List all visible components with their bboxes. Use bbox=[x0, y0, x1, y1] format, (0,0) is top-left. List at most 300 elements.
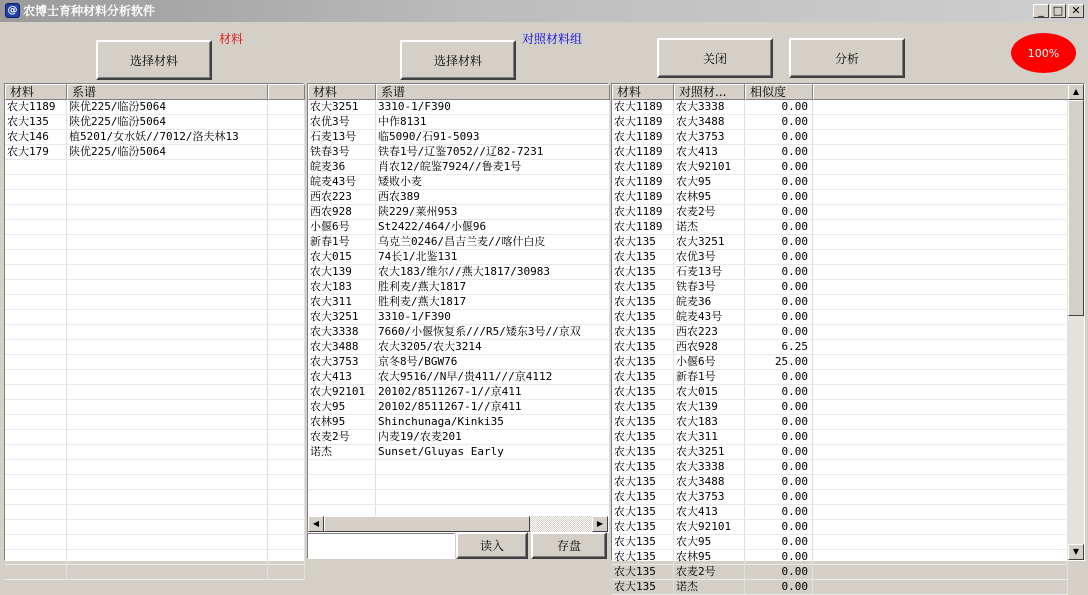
table-cell: 0.00 bbox=[745, 325, 813, 339]
table-row[interactable] bbox=[308, 370, 610, 385]
table-row[interactable] bbox=[308, 265, 610, 280]
table-cell bbox=[813, 280, 1068, 294]
table-row[interactable] bbox=[612, 175, 1068, 190]
table-row[interactable] bbox=[5, 100, 305, 115]
empty-row[interactable] bbox=[5, 550, 305, 565]
table-cell bbox=[813, 385, 1068, 399]
empty-row[interactable] bbox=[5, 355, 305, 370]
table-cell bbox=[268, 460, 305, 474]
table-cell: 0.00 bbox=[745, 205, 813, 219]
select-compare-material-button[interactable]: 选择材料 bbox=[400, 40, 516, 80]
table-cell bbox=[268, 475, 305, 489]
similarity-grid-body bbox=[612, 100, 1068, 595]
table-cell: 农麦2号 bbox=[308, 430, 376, 444]
table-cell: 植5201/女水妖//7012/洛夫林13 bbox=[67, 130, 268, 144]
table-row[interactable] bbox=[308, 205, 610, 220]
column-header-material[interactable]: 材料 bbox=[308, 84, 376, 100]
table-cell: 内麦19/农麦201 bbox=[376, 430, 610, 444]
table-cell: 农优3号 bbox=[308, 115, 376, 129]
table-cell: 0.00 bbox=[745, 430, 813, 444]
empty-row[interactable] bbox=[308, 475, 610, 490]
table-cell: 74长1/北鉴131 bbox=[376, 250, 610, 264]
table-cell: 农大3205/农大3214 bbox=[376, 340, 610, 354]
table-cell: 小偃6号 bbox=[308, 220, 376, 234]
select-material-button[interactable]: 选择材料 bbox=[96, 40, 212, 80]
table-cell bbox=[268, 505, 305, 519]
empty-row[interactable] bbox=[5, 310, 305, 325]
read-button[interactable]: 读入 bbox=[456, 532, 528, 559]
table-cell bbox=[67, 370, 268, 384]
table-cell: 农麦2号 bbox=[674, 205, 745, 219]
table-row[interactable] bbox=[612, 490, 1068, 505]
table-cell bbox=[268, 565, 305, 579]
table-cell bbox=[268, 250, 305, 264]
table-row[interactable] bbox=[5, 145, 305, 160]
table-cell: 0.00 bbox=[745, 445, 813, 459]
table-cell: 农林95 bbox=[674, 190, 745, 204]
table-cell: 胜利麦/燕大1817 bbox=[376, 280, 610, 294]
empty-row[interactable] bbox=[5, 505, 305, 520]
empty-row[interactable] bbox=[5, 175, 305, 190]
table-cell bbox=[268, 430, 305, 444]
table-cell bbox=[813, 475, 1068, 489]
empty-row[interactable] bbox=[5, 535, 305, 550]
table-row[interactable] bbox=[308, 325, 610, 340]
empty-row[interactable] bbox=[5, 565, 305, 580]
empty-row[interactable] bbox=[5, 385, 305, 400]
table-row[interactable] bbox=[308, 355, 610, 370]
table-cell bbox=[268, 340, 305, 354]
table-cell: 农大413 bbox=[674, 145, 745, 159]
table-row[interactable] bbox=[612, 385, 1068, 400]
table-row[interactable] bbox=[612, 565, 1068, 580]
table-row[interactable] bbox=[5, 115, 305, 130]
table-cell: 0.00 bbox=[745, 115, 813, 129]
table-row[interactable] bbox=[308, 340, 610, 355]
table-cell: 农大3338 bbox=[674, 100, 745, 114]
table-cell: 0.00 bbox=[745, 175, 813, 189]
table-row[interactable] bbox=[612, 220, 1068, 235]
table-row[interactable] bbox=[612, 160, 1068, 175]
table-row[interactable] bbox=[612, 235, 1068, 250]
table-cell: 农大135 bbox=[612, 280, 674, 294]
empty-row[interactable] bbox=[5, 250, 305, 265]
table-cell: 皖麦43号 bbox=[308, 175, 376, 189]
table-row[interactable] bbox=[612, 115, 1068, 130]
table-cell bbox=[813, 565, 1068, 579]
file-name-input[interactable] bbox=[307, 533, 455, 559]
table-cell: 农大95 bbox=[674, 535, 745, 549]
table-row[interactable] bbox=[612, 580, 1068, 595]
table-row[interactable] bbox=[612, 430, 1068, 445]
column-header-spacer bbox=[813, 84, 1069, 100]
table-cell bbox=[268, 295, 305, 309]
column-header-compare-material[interactable]: 对照材... bbox=[674, 84, 745, 100]
table-row[interactable] bbox=[308, 130, 610, 145]
table-cell: 农大135 bbox=[612, 580, 674, 594]
close-window-button[interactable]: ✕ bbox=[1068, 4, 1084, 18]
table-row[interactable] bbox=[612, 505, 1068, 520]
table-cell: 0.00 bbox=[745, 145, 813, 159]
table-cell: 农优3号 bbox=[674, 250, 745, 264]
table-cell bbox=[813, 265, 1068, 279]
scroll-left-icon[interactable]: ◀ bbox=[308, 516, 324, 532]
empty-row[interactable] bbox=[5, 475, 305, 490]
table-cell bbox=[5, 160, 67, 174]
table-cell: 诺杰 bbox=[674, 220, 745, 234]
table-cell: 农大95 bbox=[674, 175, 745, 189]
table-row[interactable] bbox=[612, 340, 1068, 355]
table-row[interactable] bbox=[308, 100, 610, 115]
table-row[interactable] bbox=[308, 190, 610, 205]
table-cell: 农大413 bbox=[308, 370, 376, 384]
empty-row[interactable] bbox=[5, 370, 305, 385]
empty-row[interactable] bbox=[308, 490, 610, 505]
maximize-button[interactable]: □ bbox=[1050, 4, 1066, 18]
table-cell: 6.25 bbox=[745, 340, 813, 354]
table-cell bbox=[813, 205, 1068, 219]
table-row[interactable] bbox=[612, 310, 1068, 325]
table-cell bbox=[813, 445, 1068, 459]
table-cell: 铁春1号/辽鉴7052//辽82-7231 bbox=[376, 145, 610, 159]
table-cell: 农大183 bbox=[308, 280, 376, 294]
table-cell: 石麦13号 bbox=[308, 130, 376, 144]
table-cell: 农大135 bbox=[612, 235, 674, 249]
table-row[interactable] bbox=[612, 550, 1068, 565]
table-row[interactable] bbox=[612, 520, 1068, 535]
analyze-button[interactable]: 分析 bbox=[789, 38, 905, 78]
empty-row[interactable] bbox=[5, 220, 305, 235]
table-cell: 陕优225/临汾5064 bbox=[67, 115, 268, 129]
table-row[interactable] bbox=[308, 280, 610, 295]
table-cell bbox=[376, 490, 610, 504]
compare-material-grid[interactable] bbox=[307, 83, 609, 533]
table-cell: 铁春3号 bbox=[308, 145, 376, 159]
table-cell: 0.00 bbox=[745, 160, 813, 174]
table-cell bbox=[67, 550, 268, 564]
table-cell bbox=[5, 505, 67, 519]
table-row[interactable] bbox=[612, 400, 1068, 415]
table-cell bbox=[67, 490, 268, 504]
column-header-material[interactable]: 材料 bbox=[5, 84, 67, 100]
table-cell bbox=[268, 145, 305, 159]
table-cell bbox=[813, 310, 1068, 324]
table-cell: 农大135 bbox=[612, 250, 674, 264]
save-button[interactable]: 存盘 bbox=[531, 532, 607, 559]
table-cell: 农大135 bbox=[612, 535, 674, 549]
table-cell: 农大92101 bbox=[674, 520, 745, 534]
empty-row[interactable] bbox=[5, 280, 305, 295]
table-row[interactable] bbox=[612, 415, 1068, 430]
empty-row[interactable] bbox=[5, 460, 305, 475]
table-row[interactable] bbox=[308, 385, 610, 400]
table-cell bbox=[268, 205, 305, 219]
table-cell: 铁春3号 bbox=[674, 280, 745, 294]
table-cell bbox=[5, 280, 67, 294]
table-cell bbox=[5, 325, 67, 339]
table-row[interactable] bbox=[612, 130, 1068, 145]
table-cell bbox=[67, 445, 268, 459]
table-cell bbox=[67, 160, 268, 174]
table-cell: 农大135 bbox=[612, 430, 674, 444]
table-cell bbox=[813, 535, 1068, 549]
table-row[interactable] bbox=[308, 250, 610, 265]
table-row[interactable] bbox=[612, 280, 1068, 295]
table-cell: 新春1号 bbox=[674, 370, 745, 384]
table-row[interactable] bbox=[308, 145, 610, 160]
table-row[interactable] bbox=[308, 160, 610, 175]
empty-row[interactable] bbox=[5, 265, 305, 280]
table-row[interactable] bbox=[612, 295, 1068, 310]
table-cell bbox=[813, 100, 1068, 114]
table-cell bbox=[813, 160, 1068, 174]
table-cell: 农大3753 bbox=[674, 490, 745, 504]
window-title: 农博士育种材料分析软件 bbox=[23, 4, 156, 18]
table-cell: 农大139 bbox=[308, 265, 376, 279]
table-cell: 陕229/莱州953 bbox=[376, 205, 610, 219]
table-cell bbox=[813, 505, 1068, 519]
table-cell: 皖麦36 bbox=[308, 160, 376, 174]
table-cell: 陕优225/临汾5064 bbox=[67, 145, 268, 159]
scroll-right-icon[interactable]: ▶ bbox=[592, 516, 608, 532]
table-cell bbox=[813, 325, 1068, 339]
column-header-material[interactable]: 材料 bbox=[612, 84, 674, 100]
column-header-spacer bbox=[268, 84, 305, 100]
table-cell bbox=[5, 460, 67, 474]
table-cell bbox=[5, 445, 67, 459]
table-row[interactable] bbox=[612, 250, 1068, 265]
table-cell bbox=[5, 400, 67, 414]
table-cell bbox=[813, 115, 1068, 129]
table-cell: 0.00 bbox=[745, 250, 813, 264]
table-cell: 0.00 bbox=[745, 310, 813, 324]
table-cell bbox=[813, 460, 1068, 474]
table-row[interactable] bbox=[612, 190, 1068, 205]
empty-row[interactable] bbox=[5, 415, 305, 430]
table-cell bbox=[813, 415, 1068, 429]
table-cell: 农大413 bbox=[674, 505, 745, 519]
table-row[interactable] bbox=[308, 310, 610, 325]
table-row[interactable] bbox=[308, 115, 610, 130]
table-row[interactable] bbox=[612, 355, 1068, 370]
table-cell bbox=[67, 565, 268, 579]
table-row[interactable] bbox=[612, 145, 1068, 160]
app-at-icon: @ bbox=[5, 3, 20, 18]
table-cell bbox=[268, 325, 305, 339]
table-cell bbox=[67, 175, 268, 189]
table-cell bbox=[5, 235, 67, 249]
compare-grid-body bbox=[308, 100, 610, 520]
table-row[interactable] bbox=[612, 370, 1068, 385]
table-row[interactable] bbox=[308, 220, 610, 235]
column-header-similarity[interactable]: 相似度 bbox=[745, 84, 813, 100]
table-cell bbox=[5, 295, 67, 309]
table-cell bbox=[5, 475, 67, 489]
table-row[interactable] bbox=[612, 460, 1068, 475]
empty-row[interactable] bbox=[5, 445, 305, 460]
table-cell: 20102/8511267-1//京411 bbox=[376, 385, 610, 399]
table-cell: 农大135 bbox=[612, 385, 674, 399]
table-cell bbox=[67, 325, 268, 339]
empty-row[interactable] bbox=[5, 235, 305, 250]
table-cell bbox=[268, 280, 305, 294]
table-cell: 农大1189 bbox=[612, 100, 674, 114]
table-cell bbox=[67, 535, 268, 549]
table-row[interactable] bbox=[5, 130, 305, 145]
table-row[interactable] bbox=[308, 235, 610, 250]
empty-row[interactable] bbox=[5, 325, 305, 340]
table-cell bbox=[813, 550, 1068, 564]
material-grid[interactable] bbox=[4, 83, 304, 561]
table-cell bbox=[813, 520, 1068, 534]
table-cell: 农大135 bbox=[612, 490, 674, 504]
table-cell bbox=[67, 385, 268, 399]
table-cell bbox=[268, 355, 305, 369]
table-cell: 诺杰 bbox=[674, 580, 745, 594]
table-cell bbox=[268, 265, 305, 279]
table-cell: 0.00 bbox=[745, 505, 813, 519]
table-cell bbox=[813, 250, 1068, 264]
table-cell: 临5090/石91-5093 bbox=[376, 130, 610, 144]
table-cell: 农大92101 bbox=[308, 385, 376, 399]
table-cell bbox=[67, 190, 268, 204]
similarity-grid[interactable] bbox=[611, 83, 1085, 593]
table-cell: 农大015 bbox=[308, 250, 376, 264]
table-cell: 农大311 bbox=[674, 430, 745, 444]
table-cell bbox=[5, 265, 67, 279]
minimize-button[interactable]: _ bbox=[1033, 4, 1049, 18]
table-cell bbox=[67, 460, 268, 474]
table-row[interactable] bbox=[612, 100, 1068, 115]
table-cell: 胜利麦/燕大1817 bbox=[376, 295, 610, 309]
table-row[interactable] bbox=[612, 325, 1068, 340]
table-cell: 农大1189 bbox=[612, 205, 674, 219]
table-cell bbox=[813, 490, 1068, 504]
table-cell: 农大135 bbox=[612, 340, 674, 354]
table-cell: 0.00 bbox=[745, 535, 813, 549]
empty-row[interactable] bbox=[5, 340, 305, 355]
table-cell bbox=[5, 415, 67, 429]
table-cell: 农大1189 bbox=[612, 190, 674, 204]
title-bar bbox=[0, 0, 1088, 22]
empty-row[interactable] bbox=[5, 520, 305, 535]
empty-row[interactable] bbox=[5, 400, 305, 415]
table-cell: 肖农12/皖鉴7924//鲁麦1号 bbox=[376, 160, 610, 174]
table-cell: 农大146 bbox=[5, 130, 67, 144]
table-cell: 农大3753 bbox=[674, 130, 745, 144]
hscroll-thumb[interactable] bbox=[324, 516, 530, 532]
table-cell: 中作8131 bbox=[376, 115, 610, 129]
table-cell: 3310-1/F390 bbox=[376, 310, 610, 324]
column-header-pedigree[interactable]: 系谱 bbox=[376, 84, 610, 100]
table-cell bbox=[5, 370, 67, 384]
table-cell: 0.00 bbox=[745, 235, 813, 249]
table-cell bbox=[813, 370, 1068, 384]
table-cell: 0.00 bbox=[745, 580, 813, 594]
table-cell: 新春1号 bbox=[308, 235, 376, 249]
table-cell: 0.00 bbox=[745, 385, 813, 399]
table-cell: 0.00 bbox=[745, 520, 813, 534]
empty-row[interactable] bbox=[5, 205, 305, 220]
table-cell bbox=[376, 475, 610, 489]
table-row[interactable] bbox=[308, 295, 610, 310]
table-cell bbox=[67, 340, 268, 354]
table-row[interactable] bbox=[308, 175, 610, 190]
scroll-down-icon[interactable]: ▼ bbox=[1068, 544, 1084, 560]
table-cell bbox=[376, 460, 610, 474]
table-row[interactable] bbox=[612, 535, 1068, 550]
table-cell bbox=[813, 400, 1068, 414]
table-cell: 农大92101 bbox=[674, 160, 745, 174]
vscroll-thumb[interactable] bbox=[1068, 100, 1084, 316]
table-cell bbox=[268, 370, 305, 384]
table-cell bbox=[813, 580, 1068, 594]
table-row[interactable] bbox=[308, 415, 610, 430]
table-cell: 农大9516//N早/贵411///京4112 bbox=[376, 370, 610, 384]
empty-row[interactable] bbox=[5, 160, 305, 175]
table-cell: 农大135 bbox=[612, 355, 674, 369]
table-cell: 农大135 bbox=[612, 460, 674, 474]
table-cell bbox=[268, 415, 305, 429]
table-cell: 农大3251 bbox=[674, 235, 745, 249]
table-cell: 农大135 bbox=[612, 265, 674, 279]
table-row[interactable] bbox=[612, 205, 1068, 220]
material-label: 材料 bbox=[219, 32, 244, 46]
column-header-pedigree[interactable]: 系谱 bbox=[67, 84, 268, 100]
empty-row[interactable] bbox=[308, 460, 610, 475]
table-cell: 农大135 bbox=[612, 565, 674, 579]
table-cell: 0.00 bbox=[745, 550, 813, 564]
table-cell: 农大135 bbox=[612, 520, 674, 534]
table-cell bbox=[67, 280, 268, 294]
table-cell bbox=[67, 250, 268, 264]
scroll-up-icon[interactable]: ▲ bbox=[1068, 84, 1084, 100]
table-cell bbox=[67, 415, 268, 429]
table-row[interactable] bbox=[308, 445, 610, 460]
table-cell bbox=[813, 355, 1068, 369]
table-cell: 农大3251 bbox=[308, 100, 376, 114]
table-cell bbox=[813, 220, 1068, 234]
table-row[interactable] bbox=[612, 475, 1068, 490]
table-row[interactable] bbox=[612, 445, 1068, 460]
table-row[interactable] bbox=[612, 265, 1068, 280]
table-cell: 农大1189 bbox=[612, 145, 674, 159]
table-cell bbox=[268, 190, 305, 204]
material-grid-body bbox=[5, 100, 305, 580]
table-cell: 陕优225/临汾5064 bbox=[67, 100, 268, 114]
empty-row[interactable] bbox=[5, 430, 305, 445]
table-row[interactable] bbox=[308, 400, 610, 415]
table-cell: 矮败小麦 bbox=[376, 175, 610, 189]
empty-row[interactable] bbox=[5, 490, 305, 505]
table-cell: 农大1189 bbox=[612, 160, 674, 174]
close-button[interactable]: 关闭 bbox=[657, 38, 773, 78]
table-cell bbox=[67, 430, 268, 444]
table-cell: 西农389 bbox=[376, 190, 610, 204]
empty-row[interactable] bbox=[5, 190, 305, 205]
table-cell bbox=[5, 175, 67, 189]
table-cell: 0.00 bbox=[745, 220, 813, 234]
material-grid-header bbox=[5, 84, 305, 100]
table-cell bbox=[813, 430, 1068, 444]
table-row[interactable] bbox=[308, 430, 610, 445]
table-cell bbox=[813, 340, 1068, 354]
empty-row[interactable] bbox=[5, 295, 305, 310]
table-cell bbox=[268, 535, 305, 549]
similarity-grid-header bbox=[612, 84, 1069, 100]
table-cell: 农林95 bbox=[308, 415, 376, 429]
table-cell bbox=[813, 145, 1068, 159]
